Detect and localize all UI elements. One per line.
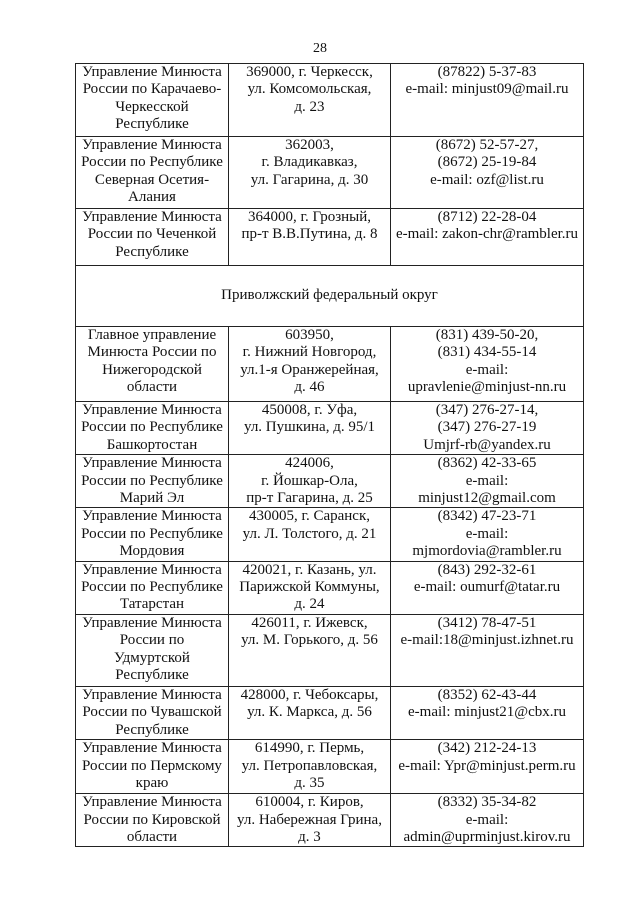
organization-line: России по Республике bbox=[81, 154, 223, 171]
address-line: ул. Набережная Грина, bbox=[237, 811, 382, 828]
organization-line: Управление Минюста bbox=[82, 455, 222, 472]
address-cell bbox=[229, 455, 391, 508]
table-row bbox=[76, 614, 584, 686]
address-cell bbox=[229, 686, 391, 739]
address-line: 603950, bbox=[285, 327, 334, 343]
contacts-cell bbox=[391, 209, 584, 266]
table-row bbox=[76, 561, 584, 614]
contact-line: Umjrf-rb@yandex.ru bbox=[423, 436, 551, 453]
table-row bbox=[76, 137, 584, 209]
address-cell bbox=[229, 561, 391, 614]
contact-line: (347) 276-27-19 bbox=[437, 419, 537, 436]
table-row bbox=[76, 209, 584, 266]
contact-line: (3412) 78-47-51 bbox=[437, 614, 537, 631]
contact-line: (347) 276-27-14, bbox=[435, 402, 539, 418]
organization-line: Черкесской bbox=[115, 98, 189, 115]
contacts-cell bbox=[391, 327, 584, 402]
organization-line: России по bbox=[119, 632, 185, 649]
address-line: ул. М. Горького, д. 56 bbox=[241, 632, 378, 649]
contact-line: (831) 434-55-14 bbox=[437, 344, 537, 361]
contact-line: (87822) 5-37-83 bbox=[437, 64, 537, 80]
contact-line: e-mail:18@minjust.izhnet.ru bbox=[400, 632, 574, 649]
table-row bbox=[76, 327, 584, 402]
address-line: д. 46 bbox=[294, 379, 325, 396]
contact-line: e-mail: minjust09@mail.ru bbox=[405, 81, 569, 98]
organization-cell bbox=[76, 614, 229, 686]
organization-line: России по Карачаево- bbox=[82, 81, 222, 98]
contact-line: (8672) 25-19-84 bbox=[437, 154, 537, 171]
organization-line: Управление Минюста bbox=[82, 64, 222, 80]
contact-line: (8342) 47-23-71 bbox=[437, 508, 537, 525]
address-cell bbox=[229, 794, 391, 847]
table-row bbox=[76, 686, 584, 739]
table-row bbox=[76, 508, 584, 561]
organization-line: краю bbox=[135, 774, 169, 791]
address-cell bbox=[229, 740, 391, 794]
table-row bbox=[76, 64, 584, 137]
address-cell bbox=[229, 508, 391, 561]
address-cell bbox=[229, 137, 391, 209]
organization-line: Алания bbox=[128, 189, 176, 206]
contact-line: upravlenie@minjust-nn.ru bbox=[407, 379, 567, 396]
organization-line: Управление Минюста bbox=[82, 402, 222, 418]
table-row bbox=[76, 740, 584, 794]
address-line: 420021, г. Казань, ул. bbox=[242, 561, 377, 578]
contact-line: e-mail: minjust21@cbx.ru bbox=[408, 704, 566, 721]
organization-line: Нижегородской bbox=[102, 361, 202, 378]
contacts-cell bbox=[391, 614, 584, 686]
organization-line: области bbox=[126, 828, 178, 845]
organization-line: Северная Осетия- bbox=[94, 171, 210, 188]
organization-cell bbox=[76, 64, 229, 137]
organization-line: Удмуртской bbox=[114, 649, 190, 666]
organization-cell bbox=[76, 327, 229, 402]
address-line: д. 23 bbox=[294, 98, 325, 115]
organization-line: Республике bbox=[115, 116, 189, 133]
address-line: ул. Пушкина, д. 95/1 bbox=[243, 419, 375, 436]
address-line: 610004, г. Киров, bbox=[255, 794, 364, 811]
address-line: г. Владикавказ, bbox=[261, 154, 358, 171]
contact-line: (342) 212-24-13 bbox=[437, 740, 537, 757]
organization-cell bbox=[76, 402, 229, 455]
organization-line: России по Чувашской bbox=[82, 704, 222, 721]
address-line: ул.1-я Оранжерейная, bbox=[240, 361, 379, 378]
contacts-cell bbox=[391, 64, 584, 137]
contact-line: (8672) 52-57-27, bbox=[435, 137, 539, 153]
contacts-cell bbox=[391, 561, 584, 614]
contacts-cell bbox=[391, 455, 584, 508]
contacts-cell bbox=[391, 508, 584, 561]
organization-line: Главное управление bbox=[87, 327, 217, 343]
organization-line: Республике bbox=[115, 243, 189, 260]
contacts-cell bbox=[391, 402, 584, 455]
contacts-cell bbox=[391, 137, 584, 209]
organization-line: Татарстан bbox=[119, 596, 185, 613]
contact-line: mjmordovia@rambler.ru bbox=[412, 543, 562, 560]
organization-line: Управление Минюста bbox=[82, 686, 222, 703]
organization-line: Управление Минюста bbox=[82, 209, 222, 225]
table-row bbox=[76, 455, 584, 508]
organization-line: Марий Эл bbox=[119, 490, 185, 507]
contact-line: e-mail: bbox=[465, 811, 509, 828]
contact-line: e-mail: Ypr@minjust.perm.ru bbox=[398, 757, 576, 774]
contact-line: e-mail: bbox=[465, 361, 509, 378]
address-line: ул. Комсомольская, bbox=[247, 81, 372, 98]
address-line: 614990, г. Пермь, bbox=[254, 740, 365, 757]
organization-line: России по Республике bbox=[81, 525, 223, 542]
organization-cell bbox=[76, 561, 229, 614]
organization-line: Управление Минюста bbox=[82, 137, 222, 153]
organization-line: России по Республике bbox=[81, 579, 223, 596]
organization-line: Управление Минюста bbox=[82, 740, 222, 757]
organization-line: области bbox=[126, 379, 178, 396]
organization-cell bbox=[76, 794, 229, 847]
address-line: 428000, г. Чебоксары, bbox=[240, 686, 379, 703]
organization-cell bbox=[76, 686, 229, 739]
address-cell bbox=[229, 402, 391, 455]
address-cell bbox=[229, 64, 391, 137]
organization-line: Республике bbox=[115, 667, 189, 684]
organization-line: Башкортостан bbox=[106, 436, 198, 453]
address-cell bbox=[229, 327, 391, 402]
organization-line: России по Республике bbox=[81, 472, 223, 489]
organization-cell bbox=[76, 137, 229, 209]
address-line: г. Нижний Новгород, bbox=[242, 344, 377, 361]
section-row bbox=[76, 266, 584, 327]
contact-line: e-mail: oumurf@tatar.ru bbox=[413, 579, 561, 596]
contact-line: (8362) 42-33-65 bbox=[437, 455, 537, 472]
contact-line: (8352) 62-43-44 bbox=[437, 686, 537, 703]
organization-line: Управление Минюста bbox=[82, 508, 222, 525]
address-line: 450008, г. Уфа, bbox=[261, 402, 358, 418]
contact-line: (843) 292-32-61 bbox=[437, 561, 537, 578]
address-cell bbox=[229, 614, 391, 686]
organization-line: России по Кировской bbox=[83, 811, 221, 828]
address-line: пр-т В.В.Путина, д. 8 bbox=[241, 226, 378, 243]
contacts-cell bbox=[391, 740, 584, 794]
contact-line: admin@uprminjust.kirov.ru bbox=[403, 828, 571, 845]
organization-cell bbox=[76, 455, 229, 508]
address-line: 362003, bbox=[285, 137, 334, 153]
contact-line: e-mail: bbox=[465, 472, 509, 489]
contact-line: minjust12@gmail.com bbox=[418, 490, 556, 507]
contacts-cell bbox=[391, 686, 584, 739]
organization-cell bbox=[76, 508, 229, 561]
address-line: д. 3 bbox=[298, 828, 321, 845]
address-line: г. Йошкар-Ола, bbox=[261, 472, 358, 489]
organization-line: России по Республике bbox=[81, 419, 223, 436]
organization-cell bbox=[76, 740, 229, 794]
address-cell bbox=[229, 209, 391, 266]
organization-line: России по Чеченкой bbox=[87, 226, 217, 243]
organization-line: Мордовия bbox=[119, 543, 185, 560]
organization-line: Управление Минюста bbox=[82, 614, 222, 631]
organization-line: Управление Минюста bbox=[82, 794, 222, 811]
address-line: ул. Л. Толстого, д. 21 bbox=[242, 525, 377, 542]
address-line: пр-т Гагарина, д. 25 bbox=[246, 490, 373, 507]
contact-line: (8712) 22-28-04 bbox=[437, 209, 537, 225]
address-line: ул. К. Маркса, д. 56 bbox=[247, 704, 372, 721]
address-line: ул. Гагарина, д. 30 bbox=[250, 171, 369, 188]
contact-line: e-mail: zakon-chr@rambler.ru bbox=[395, 226, 579, 243]
address-line: 369000, г. Черкесск, bbox=[246, 64, 373, 80]
contact-line: (8332) 35-34-82 bbox=[437, 794, 537, 811]
organization-line: России по Пермскому bbox=[82, 757, 222, 774]
contact-line: e-mail: bbox=[465, 525, 509, 542]
contact-line: (831) 439-50-20, bbox=[435, 327, 539, 343]
organization-line: Республике bbox=[115, 721, 189, 738]
address-line: 364000, г. Грозный, bbox=[248, 209, 371, 225]
table-row bbox=[76, 402, 584, 455]
address-line: ул. Петропавловская, bbox=[241, 757, 378, 774]
contact-line: e-mail: ozf@list.ru bbox=[430, 171, 544, 188]
contacts-cell bbox=[391, 794, 584, 847]
address-line: д. 24 bbox=[294, 596, 325, 613]
organization-cell bbox=[76, 209, 229, 266]
address-line: 426011, г. Ижевск, bbox=[251, 614, 368, 631]
organization-line: Минюста России по bbox=[87, 344, 217, 361]
address-line: Парижской Коммуны, bbox=[239, 579, 380, 596]
address-line: 424006, bbox=[285, 455, 334, 472]
table-row bbox=[76, 794, 584, 847]
organization-line: Управление Минюста bbox=[82, 561, 222, 578]
address-line: 430005, г. Саранск, bbox=[248, 508, 370, 525]
address-line: д. 35 bbox=[294, 774, 325, 791]
contacts-table bbox=[75, 63, 584, 847]
page-number: 28 bbox=[313, 41, 327, 56]
section-title: Приволжский федеральный округ bbox=[76, 266, 584, 327]
